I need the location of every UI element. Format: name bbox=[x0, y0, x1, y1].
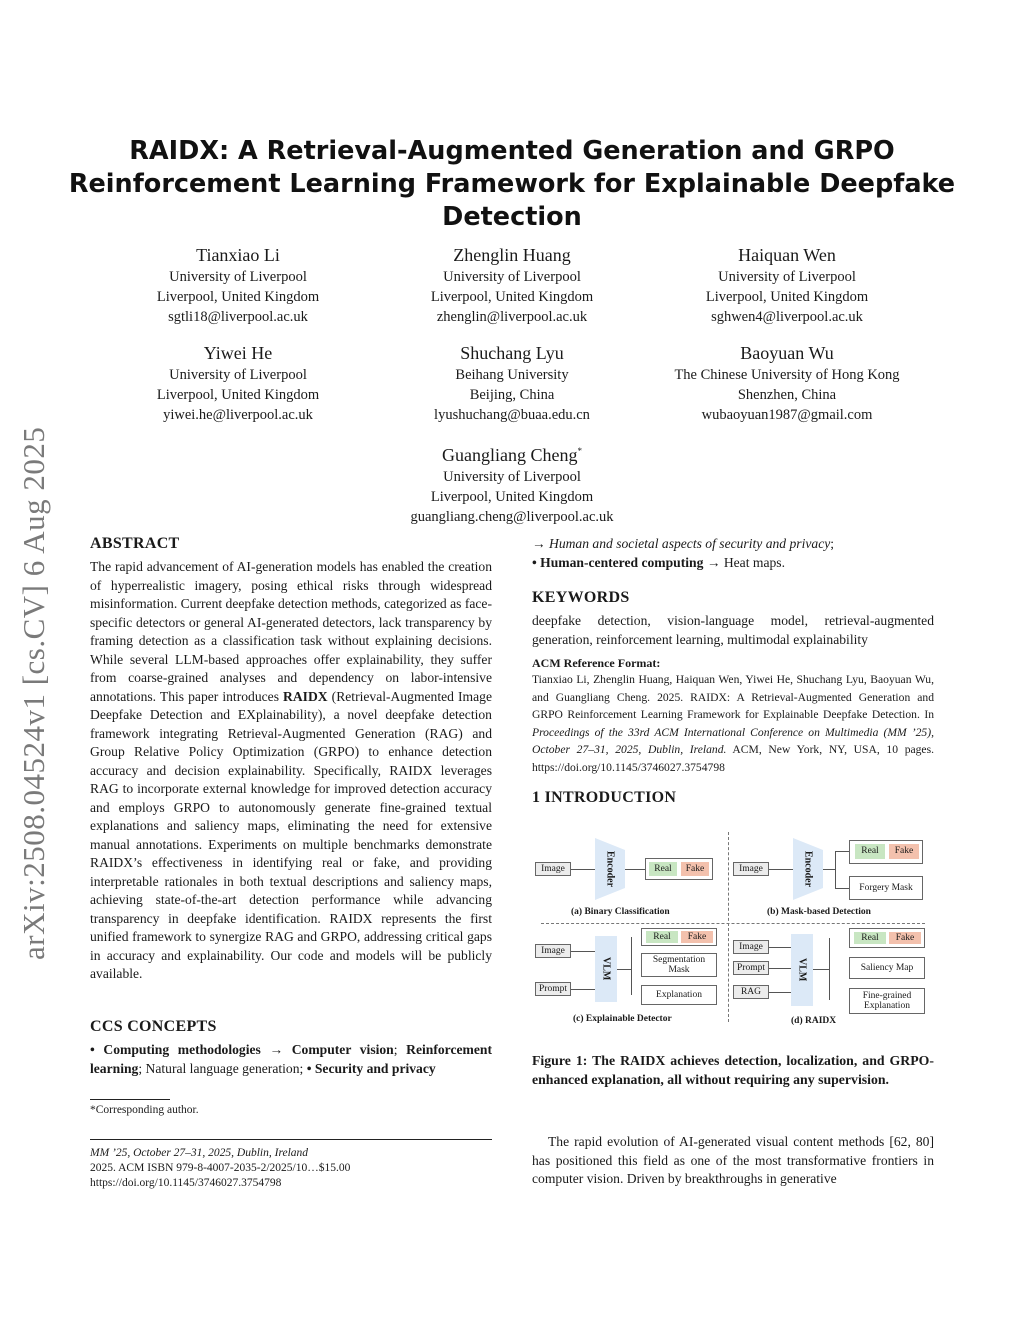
author-block bbox=[362, 439, 662, 527]
arrow-d-branch bbox=[829, 938, 830, 1000]
footnote-rule bbox=[90, 1099, 170, 1100]
caption-a: (a) Binary Classification bbox=[571, 907, 670, 917]
ccs-heading: CCS CONCEPTS bbox=[90, 1018, 217, 1035]
image-box-b: Image bbox=[733, 862, 769, 876]
fine-grained-explanation-box: Fine-grained Explanation bbox=[849, 988, 925, 1014]
author-name: Baoyuan Wu bbox=[740, 343, 834, 363]
arrow-d1 bbox=[769, 947, 791, 948]
author-location: Shenzhen, China bbox=[737, 387, 837, 403]
vlm-box-c: VLM bbox=[595, 936, 617, 1002]
author-affiliation: Beihang University bbox=[455, 367, 569, 383]
author-email[interactable]: sghwen4@liverpool.ac.uk bbox=[711, 309, 863, 325]
author-name: Zhenglin Huang bbox=[453, 245, 571, 265]
arrow-c2 bbox=[571, 989, 595, 990]
real-label-a: Real bbox=[649, 862, 677, 876]
author-location: Liverpool, United Kingdom bbox=[705, 289, 869, 305]
author-block bbox=[362, 243, 662, 327]
author-name: Shuchang Lyu bbox=[460, 343, 564, 363]
author-name: Yiwei He bbox=[203, 343, 273, 363]
author-block bbox=[637, 243, 937, 327]
acm-ref-heading: ACM Reference Format: bbox=[532, 656, 661, 670]
rag-box-d: RAG bbox=[733, 985, 769, 999]
footer-rule bbox=[90, 1139, 492, 1140]
saliency-map-box: Saliency Map bbox=[849, 957, 925, 979]
arrow-a1 bbox=[571, 869, 595, 870]
footnote: *Corresponding author. bbox=[90, 1104, 199, 1116]
caption-c: (c) Explainable Detector bbox=[573, 1014, 672, 1024]
prompt-box-c: Prompt bbox=[535, 982, 571, 996]
author-affiliation: University of Liverpool bbox=[443, 469, 581, 485]
author-affiliation: University of Liverpool bbox=[443, 269, 581, 285]
arrow-b2 bbox=[823, 869, 835, 870]
author-email[interactable]: sgtli18@liverpool.ac.uk bbox=[168, 309, 308, 325]
image-box-c: Image bbox=[535, 944, 571, 958]
abstract-heading: ABSTRACT bbox=[90, 535, 180, 552]
author-location: Liverpool, United Kingdom bbox=[156, 387, 320, 403]
keywords-heading: KEYWORDS bbox=[532, 589, 630, 606]
arrow-c3 bbox=[617, 969, 631, 970]
author-block bbox=[88, 341, 388, 425]
arrow-d3 bbox=[769, 992, 791, 993]
author-name: Haiquan Wen bbox=[738, 245, 836, 265]
arrow-b-branch bbox=[835, 851, 836, 888]
author-affiliation: University of Liverpool bbox=[169, 367, 307, 383]
author-location: Beijing, China bbox=[469, 387, 555, 403]
footer-venue: MM ’25, October 27–31, 2025, Dublin, Ireland bbox=[90, 1147, 309, 1159]
author-affiliation: The Chinese University of Hong Kong bbox=[674, 367, 900, 383]
author-affiliation: University of Liverpool bbox=[718, 269, 856, 285]
ccs-text-right: → Human and societal aspects of security and privacy; • Human-centered computing → Heat maps. bbox=[532, 536, 835, 570]
intro-text: The rapid evolution of AI-generated visual content methods [62, 80] has positioned this field as one of the most transformative frontiers in computer vision. Driven by breakthroughs in generative bbox=[532, 1134, 934, 1186]
fake-label-a: Fake bbox=[681, 862, 709, 876]
author-block bbox=[362, 341, 662, 425]
author-email[interactable]: lyushuchang@buaa.edu.cn bbox=[434, 407, 590, 423]
footer-isbn: 2025. ACM ISBN 979-8-4007-2035-2/2025/10…$15.00 bbox=[90, 1162, 351, 1174]
encoder-label-b: Encoder bbox=[802, 850, 814, 888]
figure-divider-horizontal bbox=[541, 923, 925, 924]
image-box-a: Image bbox=[535, 862, 571, 876]
author-email[interactable]: wubaoyuan1987@gmail.com bbox=[701, 407, 873, 423]
paper-title: RAIDX: A Retrieval-Augmented Generation and GRPO Reinforcement Learning Framework for Explainable Deepfake Detection bbox=[68, 136, 956, 232]
author-block bbox=[637, 341, 937, 425]
author-affiliation: University of Liverpool bbox=[169, 269, 307, 285]
arxiv-stamp: arXiv:2508.04524v1 [cs.CV] 6 Aug 2025 bbox=[16, 426, 51, 960]
real-label-c: Real bbox=[646, 931, 678, 943]
author-email[interactable]: guangliang.cheng@liverpool.ac.uk bbox=[410, 509, 614, 525]
author-block bbox=[88, 243, 388, 327]
author-name: Guangliang Cheng* bbox=[442, 445, 582, 465]
arrow-c1 bbox=[571, 951, 595, 952]
caption-b: (b) Mask-based Detection bbox=[767, 907, 871, 917]
author-location: Liverpool, United Kingdom bbox=[156, 289, 320, 305]
real-label-d: Real bbox=[854, 932, 886, 944]
author-location: Liverpool, United Kingdom bbox=[430, 489, 594, 505]
figure-divider-vertical bbox=[728, 832, 729, 1022]
vlm-box-d: VLM bbox=[791, 934, 813, 1006]
prompt-box-d: Prompt bbox=[733, 961, 769, 975]
acm-ref-text: Tianxiao Li, Zhenglin Huang, Haiquan Wen, Yiwei He, Shuchang Lyu, Baoyuan Wu, and Guangliang Cheng. 2025. RAIDX: A Retrieval-Augmented Generation and GRPO Reinforcement Learning Framework for Explainable Deepfake Detection. In Proceedings of the 33rd ACM International Conference on Multimedia (MM ’25), October 27–31, 2025, Dublin, Ireland. ACM, New York, NY, USA, 10 pages. https://doi.org/10.1145/3746027.3754798 bbox=[532, 673, 934, 774]
intro-heading: 1 INTRODUCTION bbox=[532, 789, 677, 806]
arrow-d4 bbox=[813, 969, 829, 970]
fake-label-c: Fake bbox=[681, 931, 713, 943]
explanation-box: Explanation bbox=[641, 985, 717, 1005]
arrow-a2 bbox=[625, 869, 645, 870]
real-label-b: Real bbox=[855, 844, 885, 859]
author-email[interactable]: zhenglin@liverpool.ac.uk bbox=[436, 309, 588, 325]
figure-caption: Figure 1: The RAIDX achieves detection, localization, and GRPO-enhanced explanation, all without requiring any supervision. bbox=[532, 1053, 934, 1087]
arrow-b4 bbox=[835, 888, 849, 889]
fake-label-d: Fake bbox=[889, 932, 921, 944]
encoder-label-a: Encoder bbox=[604, 850, 616, 888]
arrow-c-branch bbox=[631, 937, 632, 995]
forgery-mask-box: Forgery Mask bbox=[849, 876, 923, 900]
segmentation-mask-box: Segmentation Mask bbox=[641, 953, 717, 977]
arrow-b3 bbox=[835, 851, 849, 852]
author-name: Tianxiao Li bbox=[196, 245, 280, 265]
caption-d: (d) RAIDX bbox=[791, 1016, 837, 1026]
fake-label-b: Fake bbox=[889, 844, 919, 859]
author-location: Liverpool, United Kingdom bbox=[430, 289, 594, 305]
arrow-b1 bbox=[769, 869, 793, 870]
abstract-text: The rapid advancement of AI-generation models has enabled the creation of hyperrealistic imagery, posing ethical risks through widespread misinformation. Current deepfake detection methods, categorized as face-specific detectors or general AI-generated detectors, lack transparency by framing detection as a classification task without explaining decisions. While several LLM-based approaches offer explainability, they suffer from coarse-grained analyses and dependency on labor-intensive annotations. This paper introduces RAIDX (Retrieval-Augmented Image Deepfake Detection and EXplainability), a novel deepfake detection framework integrating Retrieval-Augmented Generation (RAG) and Group Relative Policy Optimization (GRPO) to enhance detection accuracy and decision explainability. Specifically, RAIDX leverages RAG to incorporate external knowledge for improved detection accuracy and employs GRPO to autonomously generate fine-grained textual explanations and saliency maps, eliminating the need for extensive manual annotations. Experiments on multiple benchmarks demonstrate RAIDX’s effectiveness in identifying real or fake, and providing interpretable rationales in both textual descriptions and saliency maps, achieving state-of-the-art detection performance while advancing transparency in deepfake identification. RAIDX represents the first unified framework to synergize RAG and GRPO, addressing critical gaps in accuracy and explainability. Our code and models will be publicly available. bbox=[90, 559, 492, 981]
keywords-text: deepfake detection, vision-language model, retrieval-augmented generation, reinforcement learning, multimodal explainability bbox=[532, 613, 934, 647]
figure-1 bbox=[533, 832, 933, 1030]
footer-doi[interactable]: https://doi.org/10.1145/3746027.3754798 bbox=[90, 1177, 282, 1189]
ccs-text-left: • Computing methodologies → Computer vision; Reinforcement learning; Natural language generation; • Security and privacy bbox=[90, 1042, 492, 1076]
author-email[interactable]: yiwei.he@liverpool.ac.uk bbox=[163, 407, 313, 423]
arrow-d2 bbox=[769, 968, 791, 969]
image-box-d: Image bbox=[733, 940, 769, 954]
corresponding-mark: * bbox=[577, 446, 582, 456]
